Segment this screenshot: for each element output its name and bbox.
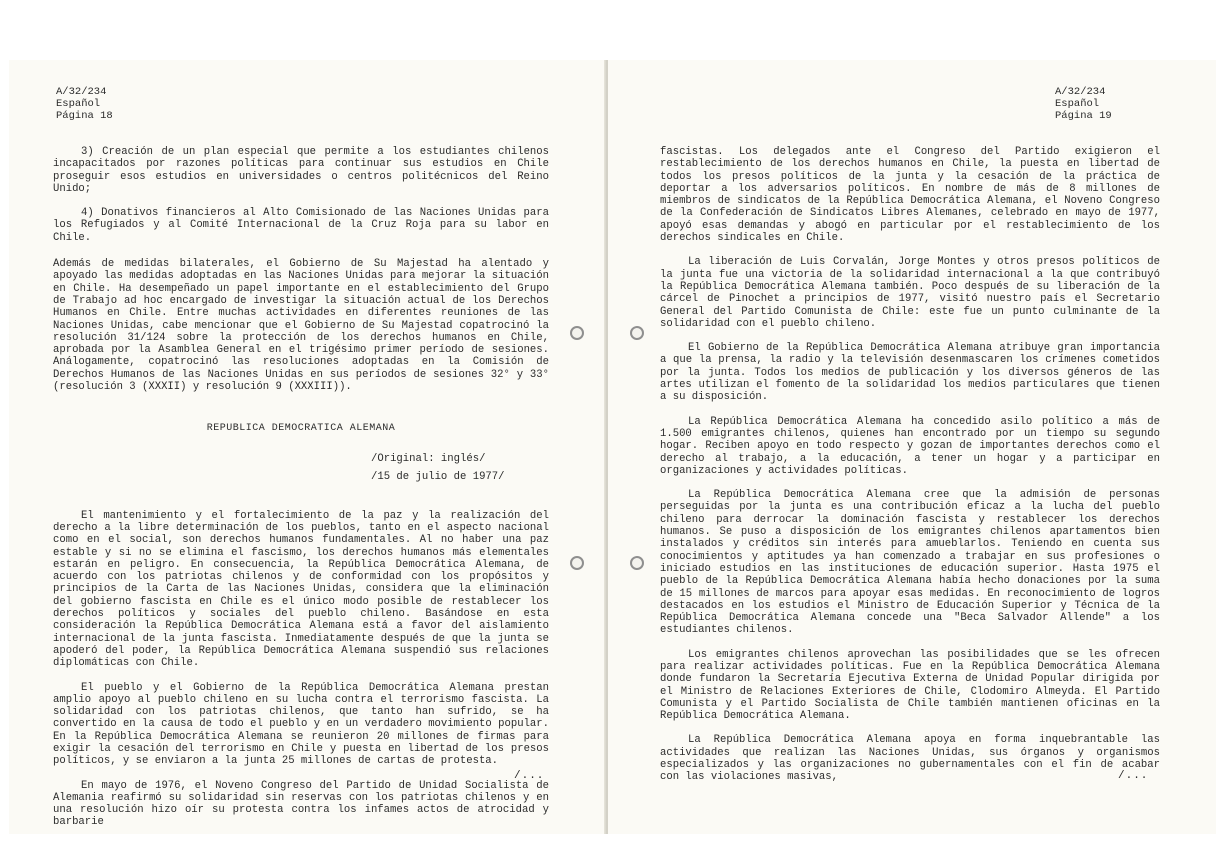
paragraph-gdr-3: En mayo de 1976, el Noveno Congreso del Partido de Unidad Socialista de Alemania reafirmó su solidaridad sin reservas con los patriotas chilenos y en una resolución hizo oír su protesta contra los infames actos de atrocidad y barbarie xyxy=(53,779,549,829)
section-heading: REPUBLICA DEMOCRATICA ALEMANA xyxy=(206,423,396,435)
paragraph-2: La liberación de Luis Corvalán, Jorge Montes y otros presos políticos de la junta fue una victoria de la solidaridad internacional a la que contribuyó la República Democrática Alemana también. Poco después de su liberación de la cárcel de Pinochet a principios de 1977, visitó nuestro país el Secretario General del Partido Comunista de Chile: este fue un punto culminante de la solidaridad con el pueblo chileno. xyxy=(660,256,1160,330)
list-item-4: 4) Donativos financieros al Alto Comisionado de las Naciones Unidas para los Refugiados y al Comité Internacional de la Cruz Roja para su labor en Chile. xyxy=(53,207,549,244)
right-page-body xyxy=(660,146,1160,796)
punch-hole-top xyxy=(630,326,644,340)
paragraph-3: El Gobierno de la República Democrática Alemana atribuye gran importancia a que la prensa, la radio y la televisión desenmascaren los crímenes cometidos por la junta. Todos los medios de publicación y los diversos géneros de las artes utilizan el fomento de la solidaridad los medios particulares que tienen a su disposición. xyxy=(660,342,1160,404)
punch-hole-bottom xyxy=(570,556,584,570)
punch-hole-bottom xyxy=(630,556,644,570)
paragraph-gdr-1: El mantenimiento y el fortalecimiento de la paz y la realización del derecho a la libre determinación de los pueblos, tanto en el aspecto nacional como en el social, son derechos humanos fundamentales. Al no haber una paz estable y si no se elimina el fascismo, los derechos humanos más elementales estarán en peligro. En consecuencia, la República Democrática Alemana, de acuerdo con los patriotas chilenos y de conformidad con los propósitos y principios de la Carta de las Naciones Unidas, considera que la eliminación del gobierno fascista en Chile es el único modo posible de restablecer los derechos políticos y sociales del pueblo chileno. Basándose en esta consideración la República Democrática Alemana está a favor del aislamiento internacional de la junta fascista. Inmediatamente después de que la junta se apoderó del poder, la República Democrática Alemana suspendió sus relaciones diplomáticas con Chile. xyxy=(53,509,549,670)
document-spread xyxy=(0,60,1224,834)
language-label: Español xyxy=(1055,98,1100,110)
language-label: Español xyxy=(56,98,101,110)
original-note: /Original: inglés/ xyxy=(371,452,486,465)
continued-marker: /... xyxy=(1118,770,1149,782)
paragraph-1: fascistas. Los delegados ante el Congreso del Partido exigieron el restablecimiento de los derechos humanos en Chile, la puesta en libertad de todos los presos políticos de la junta y la cesación de la práctica de deportar a los adversarios políticos. En nombre de más de 8 millones de miembros de sindicatos de la República Democrática Alemana, el Noveno Congreso de la Confederación de Sindicatos Libres Alemanes, celebrado en mayo de 1977, apoyó esas demandas y abogó en particular por el restablecimiento de los derechos sindicales en Chile. xyxy=(660,146,1160,245)
paragraph-5: La República Democrática Alemana cree que la admisión de personas perseguidas por la junta es una contribución eficaz a la lucha del pueblo chileno para derrocar la dominación fascista y restablecer los derechos humanos. Se puso a disposición de los emigrantes chilenos apartamentos bien instalados y créditos sin interés para amueblarlos. Teniendo en cuenta sus conocimientos y aptitudes ya han comenzado a trabajar en sus profesiones o iniciado estudios en las instituciones de educación superior. Hasta 1975 el pueblo de la República Democrática Alemana había hecho donaciones por la suma de 15 millones de marcos para apoyar esas medidas. En reconocimiento de logros destacados en los estudios el Ministro de Educación Superior y Técnica de la República Democrática Alemana concede una "Beca Salvador Allende" a los estudiantes chilenos. xyxy=(660,489,1160,637)
doc-number: A/32/234 xyxy=(1055,86,1106,98)
left-page-header xyxy=(56,86,113,122)
punch-hole-top xyxy=(570,326,584,340)
paragraph-6: Los emigrantes chilenos aprovechan las posibilidades que se les ofrecen para realizar actividades políticas. Fue en la República Democrática Alemana donde fundaron la Secretaría Ejecutiva Externa de Unidad Popular dirigida por el Ministro de Relaciones Exteriores de Chile, Clodomiro Almeyda. El Partido Comunista y el Partido Socialista de Chile también mantienen oficinas en la República Democrática Alemana. xyxy=(660,648,1160,723)
doc-number: A/32/234 xyxy=(56,86,107,98)
original-language-note xyxy=(53,450,549,486)
paragraph-4: La República Democrática Alemana ha concedido asilo político a más de 1.500 emigrantes chilenos, quienes han encontrado por un tiempo su segundo hogar. Reciben apoyo en todo respecto y gozan de importantes derechos como el derecho al trabajo, a la educación, a tener un hogar y a participar en organizaciones y actividades políticas. xyxy=(660,415,1160,477)
left-page xyxy=(9,60,606,834)
paragraph-gdr-2: El pueblo y el Gobierno de la República Democrática Alemana prestan amplio apoyo al pueblo chileno en su lucha contra el terrorismo fascista. La solidaridad con los patriotas chilenos, que tanto han sufrido, se ha convertido en la causa de todo el pueblo y en un verdadero movimiento popular. En la República Democrática Alemana se reunieron 20 millones de firmas para exigir la cesación del terrorismo en Chile y puesta en libertad de los presos políticos, y se enviaron a la junta 25 millones de cartas de protesta. xyxy=(53,681,549,768)
page-number: Página 18 xyxy=(56,110,113,122)
continued-marker: /... xyxy=(514,770,545,782)
date-note: /15 de julio de 1977/ xyxy=(371,470,505,483)
right-page xyxy=(608,60,1216,834)
paragraph-7: La República Democrática Alemana apoya en forma inquebrantable las actividades que realizan las Naciones Unidas, sus órganos y organismos especializados y las organizaciones no gubernamentales con el fin de acabar con las violaciones masivas, xyxy=(660,734,1160,784)
page-number: Página 19 xyxy=(1055,110,1112,122)
left-page-body xyxy=(53,146,549,834)
list-item-3: 3) Creación de un plan especial que permite a los estudiantes chilenos incapacitados por razones políticas para continuar sus estudios en Chile proseguir esos estudios en universidades o centros politécnicos del Reino Unido; xyxy=(53,146,549,195)
right-page-header xyxy=(1055,86,1112,122)
paragraph-uk-measures: Además de medidas bilaterales, el Gobierno de Su Majestad ha alentado y apoyado las medidas adoptadas en las Naciones Unidas para mejorar la situación en Chile. Ha desempeñado un papel importante en el establecimiento del Grupo de Trabajo ad hoc encargado de investigar la situación actual de los Derechos Humanos en Chile. Entre muchas actividades en diferentes reuniones de las Naciones Unidas, cabe mencionar que el Gobierno de Su Majestad copatrocinó la resolución 31/124 sobre la protección de los derechos humanos en Chile, aprobada por la Asamblea General en el trigésimo primer período de sesiones. Análogamente, copatrocinó las resoluciones adoptadas en la Comisión de Derechos Humanos de las Naciones Unidas en sus períodos de sesiones 32° y 33° (resolución 3 (XXXII) y resolución 9 (XXXIII)). xyxy=(53,258,549,394)
